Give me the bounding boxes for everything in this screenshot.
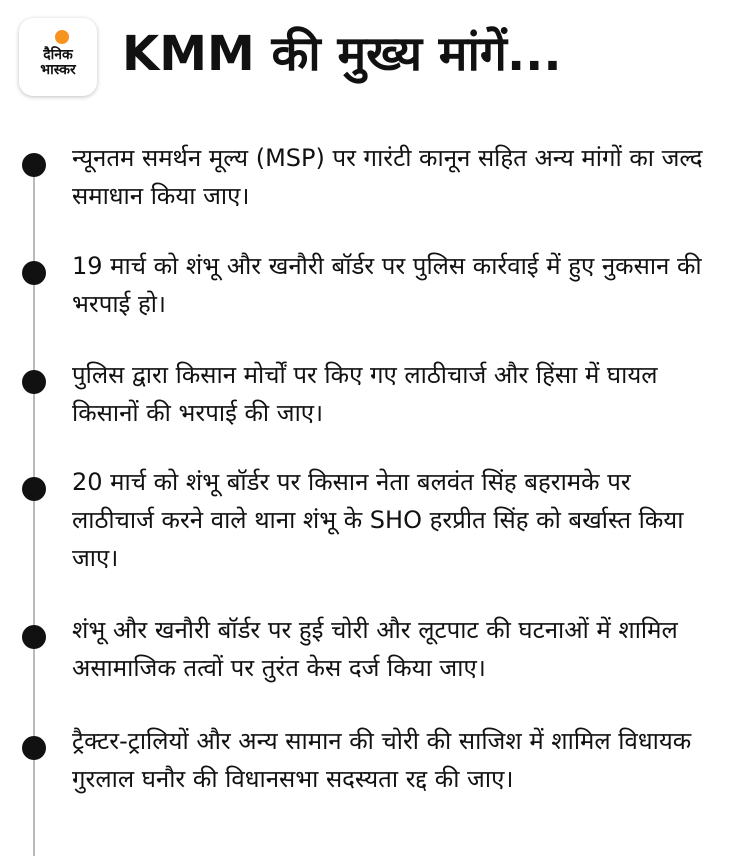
demand-text: शंभू और खनौरी बॉर्डर पर हुई चोरी और लूटपाट की घटनाओं में शामिल असामाजिक तत्वों पर तुरंत केस दर्ज किया जाए। <box>72 616 678 682</box>
page-title: KMM की मुख्य मांगें... <box>122 26 562 82</box>
logo-text-line1: दैनिक <box>43 47 73 63</box>
demand-text: पुलिस द्वारा किसान मोर्चों पर किए गए लाठीचार्ज और हिंसा में घायल किसानों की भरपाई की जाए। <box>72 361 658 427</box>
header <box>0 0 730 112</box>
demand-text: 20 मार्च को शंभू बॉर्डर पर किसान नेता बलवंत सिंह बहरामके पर लाठीचार्ज करने वाले थाना शंभू के SHO हरप्रीत सिंह को बर्खास्त किया जाए। <box>72 468 684 572</box>
bullet-dot <box>22 261 46 285</box>
logo-text-line2: भास्कर <box>40 62 76 78</box>
logo-sun-icon <box>55 30 69 44</box>
demand-text: न्यूनतम समर्थन मूल्य (MSP) पर गारंटी कानून सहित अन्य मांगों का जल्द समाधान किया जाए। <box>72 144 703 210</box>
demand-text: 19 मार्च को शंभू और खनौरी बॉर्डर पर पुलिस कार्रवाई में हुए नुकसान की भरपाई हो। <box>72 252 702 318</box>
bullet-dot <box>22 370 46 394</box>
bullet-dot <box>22 153 46 177</box>
bullet-dot <box>22 625 46 649</box>
demand-text: ट्रैक्टर-ट्रालियों और अन्य सामान की चोरी की साजिश में शामिल विधायक गुरलाल घनौर की विधानसभा सदस्यता रद्द की जाए। <box>72 727 692 793</box>
bullet-dot <box>22 736 46 760</box>
bullet-dot <box>22 477 46 501</box>
dainik-bhaskar-logo <box>19 18 97 96</box>
